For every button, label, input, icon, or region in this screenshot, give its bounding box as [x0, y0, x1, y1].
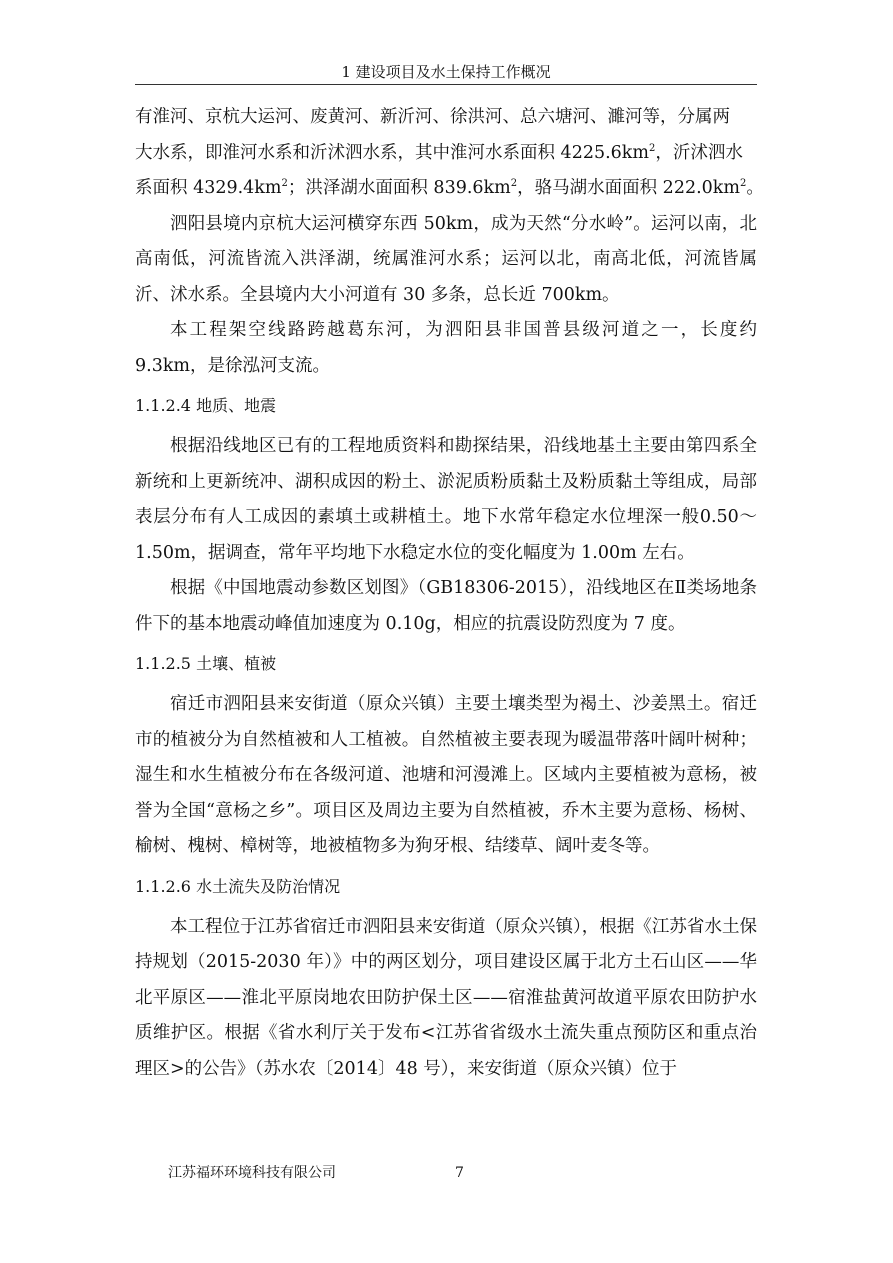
superscript: 2 — [740, 178, 747, 190]
paragraph-seismic — [135, 571, 757, 642]
text-line: 杨，被誉为全国“意杨之乡”。项目区及周边主要为自然植被，乔木主要为意 — [135, 765, 758, 821]
text-line: 迁市的植被分为自然植被和人工植被。自然植被主要表现为暖温带落叶阔叶树 — [135, 694, 757, 750]
text-line: 本工程位于江苏省宿迁市泗阳县来安街道（原众兴镇），根据《江苏省水 — [170, 916, 722, 937]
paragraph-gedong-river — [135, 313, 757, 384]
page-number: 7 — [455, 1165, 464, 1181]
text-line: 北高南低，河流皆流入洪泽湖，统属淮河水系；运河以北，南高北低，河流皆 — [135, 213, 757, 269]
text-line: 等。 — [625, 836, 660, 856]
paragraph-geology — [135, 429, 757, 571]
text-line: 土保持规划（2015-2030 年）》中的两区划分，项目建设区属于北方土石山区— — [135, 916, 758, 972]
superscript: 2 — [649, 142, 656, 154]
paragraph-river-systems — [135, 100, 764, 207]
section-heading-geology: 1.1.2.4 地质、地震 — [135, 396, 277, 415]
paragraph-soil-erosion — [135, 910, 757, 1088]
text-segment: 。 — [746, 178, 764, 198]
footer-company: 江苏福环环境科技有限公司 — [168, 1165, 336, 1181]
paragraph-soil-vegetation — [135, 687, 757, 865]
running-header: 1 建设项目及水土保持工作概况 — [135, 60, 757, 85]
text-line: 全新统和上更新统冲、湖积成因的粉土、淤泥质粉质黏土及粉质黏土等组成， — [135, 436, 757, 492]
text-line: —华北平原区——淮北平原岗地农田防护保土区——宿淮盐黄河故道平原农田 — [135, 952, 758, 1008]
text-line: 重点治理区>的公告》（苏水农〔2014〕48 号），来安街道（原众兴镇）位于 — [135, 1023, 757, 1079]
text-line: 杨、杨树、榆树、槐树、樟树等，地被植物多为狗牙根、结缕草、阔叶麦冬 — [135, 800, 757, 856]
paragraph-grand-canal — [135, 207, 757, 314]
section-heading-soil-vegetation: 1.1.2.5 土壤、植被 — [135, 654, 277, 673]
text-line: 0.50～1.50m，据调查，常年平均地下水稳定水位的变化幅度为 1.00m 左右。 — [135, 507, 757, 563]
text-line: 有淮河、京杭大运河、废黄河、新沂河、徐洪河、总六塘河、濉河等，分属两 — [135, 107, 730, 127]
superscript: 2 — [281, 178, 288, 190]
text-line: 根据《中国地震动参数区划图》（GB18306-2015），沿线地区在Ⅱ类场地 — [170, 578, 740, 598]
section-heading-soil-erosion: 1.1.2.6 水土流失及防治情况 — [135, 876, 341, 896]
text-line — [135, 136, 757, 172]
text-line: 属沂、沭水系。全县境内大小河道有 30 多条，总长近 700km。 — [135, 249, 757, 305]
text-segment: ，沂沭泗水 — [655, 142, 743, 163]
text-segment: 大水系，即淮河水系和沂沭泗水系，其中淮河水系面积 4225.6km — [135, 142, 649, 163]
text-segment: ，骆马湖水面面积 222.0km — [517, 178, 740, 198]
text-segment: ；洪泽湖水面面积 839.6km — [287, 178, 511, 198]
text-line: 宿迁市泗阳县来安街道（原众兴镇）主要土壤类型为褐土、沙姜黑土。宿 — [170, 694, 740, 714]
text-line: 本工程架空线路跨越葛东河，为泗阳县非国普县级河道之一，长度约 — [170, 320, 757, 340]
text-line: 防护水质维护区。根据《省水利厅关于发布<江苏省省级水土流失重点预防区和 — [135, 987, 757, 1043]
text-line: 泗阳县境内京杭大运河横穿东西 50km，成为天然“分水岭”。运河以南， — [170, 213, 740, 234]
superscript: 2 — [510, 178, 518, 190]
page-body — [135, 100, 764, 1087]
text-line: 局部表层分布有人工成因的素填土或耕植土。地下水常年稳定水位埋深一般 — [135, 471, 757, 527]
text-line: 条件下的基本地震动峰值加速度为 0.10g，相应的抗震设防烈度为 7 度。 — [135, 578, 757, 634]
text-line: 9.3km，是徐泓河支流。 — [135, 355, 331, 376]
text-segment: 系面积 4329.4km — [135, 178, 282, 198]
text-line: 根据沿线地区已有的工程地质资料和勘探结果，沿线地基土主要由第四系 — [170, 436, 740, 456]
text-line — [135, 171, 764, 207]
text-line: 种；湿生和水生植被分布在各级河道、池塘和河漫滩上。区域内主要植被为意 — [135, 729, 757, 785]
